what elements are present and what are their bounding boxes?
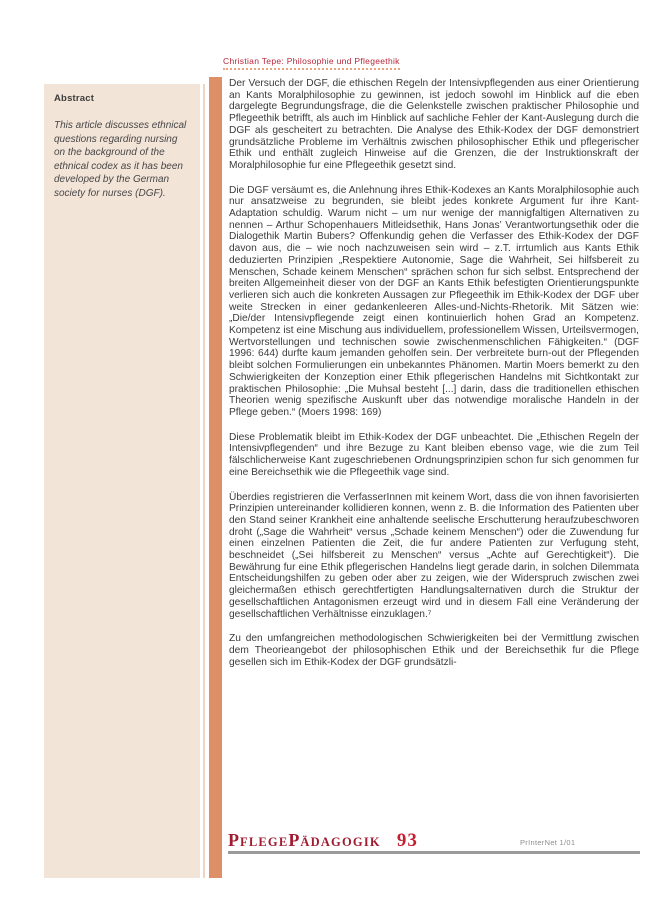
footer-rule — [228, 851, 640, 854]
issue-reference: PrInterNet 1/01 — [520, 838, 576, 847]
article-paragraph: Diese Problematik bleibt im Ethik-Kodex der DGF unbeachtet. Die „Ethischen Regeln der Intensivpflegenden“ und ihre Bezuge zu Kant bleiben ebenso vage, wie die zum Teil fälschlicherweise Kant zugeschriebenen Ordnungsprinzipien schon fur sich genommen fur eine Bereichsethik wie die Pflegeethik vage sind. — [229, 431, 639, 478]
article-paragraph: Überdies registrieren die VerfasserInnen mit keinem Wort, dass die von ihnen favorisierten Prinzipien untereinander kollidieren konnen, wenn z. B. die Information des Patienten uber den Stand seiner Krankheit eine anhaltende seelische Erschutterung heraufzubeschworen droht („Sage die Wahrheit“ versus „Schade keinem Menschen“) oder die Zuwendung fur einen einzelnen Patienten die Zeit, die fur andere Patienten zur Verfugung steht, beschneidet („Sei hilfsbereit zu Menschen“ versus „Achte auf Gerechtigkeit“). Die Bewährung fur eine Ethik pflegerischen Handelns liegt gerade darin, in solchen Dilemmata Entscheidungshilfen zu geben oder aber zu zeigen, wie der Widerspruch zwischen zwei gleichermaßen ethisch gerechtfertigten Handlungsalternativen durch die Struktur der gesellschaftlichen Antagonismen erzeugt wird und in diesem Fall eine Veränderung der gesellschaftlichen Verhältnisse einzuklagen.⁷ — [229, 491, 639, 620]
accent-bar — [209, 77, 222, 878]
article-paragraph: Die DGF versäumt es, die Anlehnung ihres Ethik-Kodexes an Kants Moralphilosophie auch nur ansatzweise zu begrunden, sie bleibt jedes konkrete Argument fur ihre Kant-Adaptation schuldig. Warum nicht – um nur wenige der mannigfaltigen Alternativen zu nennen – Arthur Schopenhauers Mitleidsethik, Hans Jonas’ Verantwortungsethik oder die Dialogethik Martin Bubers? Offenkundig gehen die Verfasser des Ethik-Kodex der DGF davon aus, die – wie noch nachzuweisen sein wird – z.T. irrtumlich aus Kants Ethik deduzierten Prinzipien „Respektiere Autonomie, Sage die Wahrheit, Sei hilfsbereit zu Menschen, Schade keinem Menschen“ sprächen schon fur sich selbst. Entsprechend der breiten Allgemeinheit dieser von der DGF an Kants Ethik befestigten Orientierungspunkte verlieren sich auch die konkreten Aussagen zur Pflegeethik im Ethik-Kodex der DGF uber weite Strecken in einer gedankenleeren Alles-und-Nichts-Rhetorik. Mit Sätzen wie: „Die/der Intensivpflegende zeigt einen kontinuierlich hohen Grad an Kompetenz. Kompetenz ist eine Mischung aus individuellem, professionellem Wissen, Urteilsvermogen, Wertvorstellungen und technischen sowie zwischenmenschlichen Fähigkeiten.“ (DGF 1996: 644) durfte kaum jemanden geholfen sein. Der verbreitete burn-out der Pflegenden bleibt solchen Formulierungen ein unbekanntes Phänomen. Martin Moers bemerkt zu den Schwierigkeiten der Konzeption einer Ethik pflegerischen Handelns mit Sichtkontakt zur praktischen Philosophie: „Die Muhsal besteht [...] darin, dass die traditionellen ethischen Theorien wenig spezifische Auskunft uber das notwendige moralische Handeln in der Pflege geben.“ (Moers 1998: 169) — [229, 184, 639, 418]
abstract-text: This article discusses ethnical questions regarding nursing on the background of the ethnical codex as it has been developed by the German society for nurses (DGF). — [54, 120, 187, 199]
running-head-title: Christian Tepe: Philosophie und Pflegeethik — [223, 56, 400, 70]
article-paragraph: Zu den umfangreichen methodologischen Schwierigkeiten bei der Vermittlung zwischen dem Theorieangebot der philosophischen Ethik und der Bereichsethik fur die Pflege gesellen sich im Ethik-Kodex der DGF grundsätzli- — [229, 633, 639, 668]
page-number: 93 — [396, 830, 418, 851]
footer-section-title — [228, 830, 418, 852]
column-divider-line — [203, 84, 205, 878]
abstract-heading: Abstract — [54, 93, 95, 104]
footer-title-initial: P — [288, 830, 301, 850]
footer-title-smallcaps: ÄDAGOGIK — [300, 835, 381, 849]
footer-title-smallcaps: FLEGE — [240, 835, 289, 849]
article-paragraph: Der Versuch der DGF, die ethischen Regeln der Intensivpflegenden aus einer Orientierung an Kants Moralphilosophie zu gewinnen, ist jedoch sowohl im Hinblick auf die eben dargelegte Begrundungsfrage, die die Gelenkstelle zwischen praktischer Philosophie und Pflegeethik betrifft, als auch im Hinblick auf sachliche Fehler der Kant-Auslegung durch die DGF als gescheitert zu betrachten. Die Analyse des Ethik-Kodex der DGF demonstriert grundsätzliche Probleme im Verhältnis zwischen philosophischer Ethik und pflegerischer Ethik und enthält zugleich Hinweise auf die Grenzen, die der Instruktionskraft der Moralphilosophie fur eine Pflegeethik gesetzt sind. — [229, 78, 639, 171]
abstract-box — [44, 84, 200, 878]
article-body — [229, 78, 639, 681]
footer-title-initial: P — [228, 830, 240, 850]
